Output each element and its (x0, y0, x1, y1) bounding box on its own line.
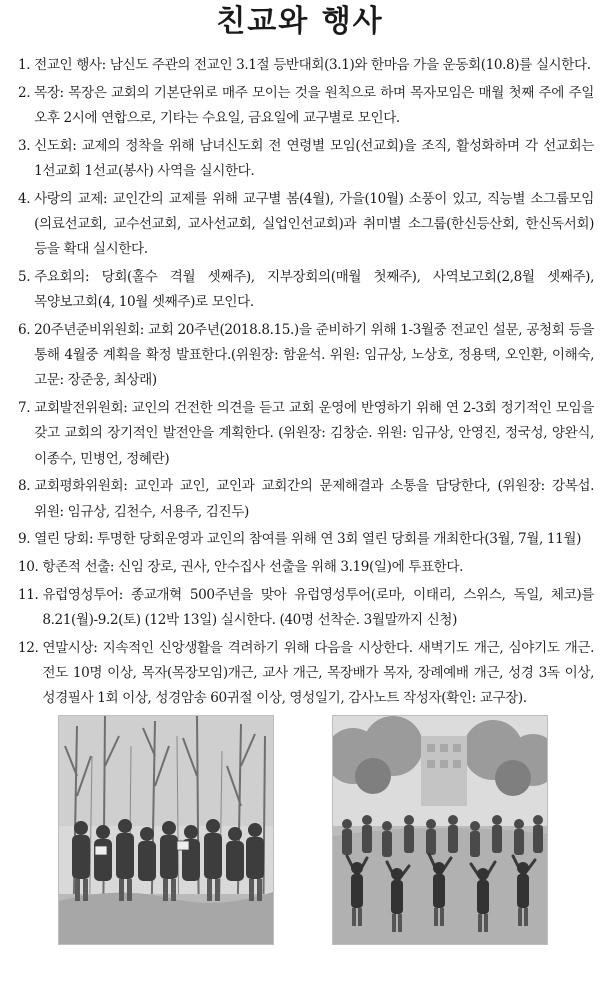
item-text: 목장: 목장은 교회의 기본단위로 매주 모이는 것을 원칙으로 하며 목자모임은 매월 첫째 주에 주일 오후 2시에 연합으로, 기타는 수요일, 금요일에 교구별로 모인다. (34, 84, 594, 126)
item-text: 전교인 행사: 남신도 주관의 전교인 3.1절 등반대회(3.1)와 한마음 가을 운동회(10.8)를 실시한다. (34, 57, 591, 73)
item-text: 사랑의 교제: 교인간의 교제를 위해 교구별 봄(4월), 가을(10월) 소풍이 있고, 직능별 소그룹모임(의료선교회, 교수선교회, 교사선교회, 실업인선교회)과 취미별 소그룹(한신등산회, 한신독서회) 등을 확대 실시한다. (34, 190, 594, 258)
item-number: 6. (18, 322, 31, 338)
item-text: 교회평화위원회: 교인과 교인, 교인과 교회간의 문제해결과 소통을 담당한다, (위원장: 강복섭. 위원: 임규상, 김천수, 서용주, 김진두) (34, 478, 594, 520)
photo-row (58, 715, 548, 945)
item-number: 8. (18, 478, 31, 495)
list-item (18, 527, 594, 552)
list-item (18, 187, 594, 263)
item-text: 신도회: 교제의 정착을 위해 남녀신도회 전 연령별 모임(선교회)을 조직, 활성화하며 각 선교회는 1선교회 1선교(봉사) 사역을 실시한다. (34, 137, 594, 179)
sports-day-photo (332, 715, 548, 945)
list-item (18, 583, 594, 633)
item-text: 주요회의: 당회(홀수 격월 셋째주), 지부장회의(매월 첫째주), 사역보고회(2,8월 셋째주), 목양보고회(4, 10월 셋째주)로 모인다. (34, 269, 594, 311)
list-item (18, 134, 594, 184)
list-item (18, 53, 594, 78)
item-number: 5. (18, 269, 31, 285)
item-number: 11. (18, 587, 39, 603)
list-item (18, 81, 594, 131)
list-item (18, 265, 594, 315)
item-text: 항존적 선출: 신임 장로, 권사, 안수집사 선출을 위해 3.19(일)에 투표한다. (42, 559, 464, 576)
item-number: 7. (18, 400, 31, 417)
item-number: 12. (18, 640, 39, 656)
list-item (18, 555, 594, 580)
item-number: 1. (18, 57, 31, 73)
item-number: 4. (18, 190, 31, 207)
hiking-group-photo (58, 715, 274, 945)
item-number: 9. (18, 531, 31, 548)
item-text: 유럽영성투어: 종교개혁 500주년을 맞아 유럽영성투어(로마, 이태리, 스위스, 독일, 체코)를 8.21(월)-9.2(토) (12박 13일) 실시한다. (40명 선착순. 3월말까지 신청) (42, 587, 594, 629)
item-number: 2. (18, 84, 31, 101)
page-title: 친교와 행사 (216, 4, 384, 39)
item-text: 20주년준비위원회: 교회 20주년(2018.8.15.)을 준비하기 위해 1-3월중 전교인 설문, 공청회 등을 통해 4월중 계획을 확정 발표한다.(위원장: 함윤석. 위원: 임규상, 노상호, 정용택, 오인환, 이해숙, 고문: 장준웅, 최상래) (34, 322, 594, 389)
event-list (18, 53, 594, 714)
item-number: 10. (18, 559, 39, 576)
item-text: 열린 당회: 투명한 당회운영과 교인의 참여를 위해 연 3회 열린 당회를 개최한다(3월, 7월, 11월) (34, 531, 582, 548)
list-item (18, 318, 594, 394)
item-text: 연말시상: 지속적인 신앙생활을 격려하기 위해 다음을 시상한다. 새벽기도 개근, 심야기도 개근. 전도 10명 이상, 목자(목장모임)개근, 교사 개근, 목장배가 목자, 장례예배 개근, 성경 3독 이상, 성경필사 1회 이상, 성경암송 60귀절 이상, 영성일기, 감사노트 작성자(확인: 교구장). (42, 640, 594, 707)
item-number: 3. (18, 137, 31, 154)
list-item (18, 474, 594, 524)
list-item (18, 396, 594, 472)
item-text: 교회발전위원회: 교인의 건전한 의견을 듣고 교회 운영에 반영하기 위해 연 2-3회 정기적인 모임을 갖고 교회의 장기적인 발전안을 계획한다. (위원장: 김창순. 위원: 임규상, 안영진, 정국성, 양완식, 이종수, 민병언, 정혜란) (34, 400, 594, 467)
list-item (18, 636, 594, 712)
